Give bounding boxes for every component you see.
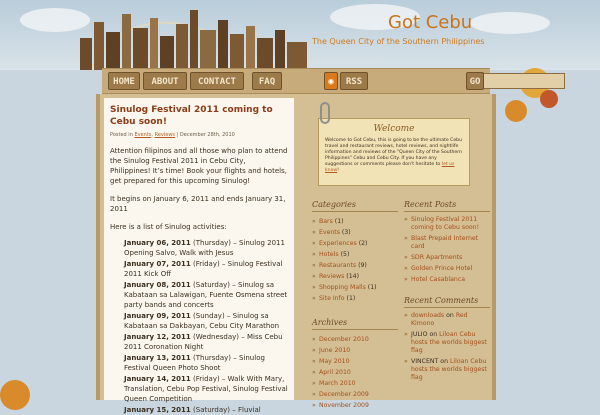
category-link[interactable]: Bars [319,218,333,225]
city-skyline-illustration [80,8,310,70]
post-meta [110,132,288,138]
category-link[interactable]: Events [319,229,340,236]
category-item [312,271,398,282]
recent-post-link[interactable]: » Blast Prepaid Internet card [404,235,490,251]
activity-date: January 08, 2011 [124,281,191,289]
archive-link[interactable]: December 2010 [319,336,369,343]
activity-date: January 09, 2011 [124,312,191,320]
activity-text: (Friday) – Sinulog Festival 2011 Kick Off [124,260,283,278]
activity-text: (Wednesday) – Miss Cebu 2011 Coronation Night [124,333,283,351]
recent-comment-item [404,312,490,328]
post-paragraph: It begins on January 6, 2011 and ends January 31, 2011 [110,195,286,213]
welcome-title: Welcome [373,124,415,134]
flower-decoration [505,100,527,122]
list-item [124,238,288,258]
recent-comment-item [404,331,490,355]
category-link-events[interactable]: Events [134,132,152,138]
sidebar-left [312,200,398,411]
comment-author[interactable]: downloads [411,312,445,319]
rss-icon[interactable]: ◉ [324,72,338,90]
activity-date: January 07, 2011 [124,260,191,268]
list-item [124,353,288,373]
category-count: (1) [365,284,377,291]
archive-item [312,334,398,345]
category-count: (9) [356,262,367,269]
comment-post-link[interactable]: Liloan Cebu hosts the worlds biggest flag [411,358,487,381]
activity-text: (Friday) – Walk With Mary, Translation, Cebu Pop Festival, Sinulog Festival Queen Competition [124,375,288,403]
post-paragraph: Attention filipinos and all those who plan to attend the Sinulog Festival 2011 in Cebu City, Philippines! It’s time! Book your flights and hotels, get prepared for this upcoming Sinulog! [110,147,288,185]
activity-date: January 13, 2011 [124,354,191,362]
categories-title: Categories [312,200,398,212]
category-link[interactable]: Experiences [319,240,357,247]
archive-item [312,378,398,389]
post-date: | December 28th, 2010 [176,132,235,138]
activity-list [110,238,288,415]
archive-item [312,345,398,356]
cloud-decoration [470,12,550,34]
post-meta-prefix: Posted in [110,132,133,138]
recent-post-link[interactable]: » SDR Apartments [404,254,490,262]
activity-text: (Thursday) – Sinulog Festival Queen Photo Shoot [124,354,265,372]
activity-text: (Saturday) – Sinulog sa Kabataan sa Lalawigan, Fuente Osmena street party bands and concerts [124,281,288,309]
flower-decoration [0,380,30,410]
activity-date: January 15, 2011 [124,406,191,414]
post-paragraph: Here is a list of Sinulog activities: [110,223,227,231]
archive-link[interactable]: May 2010 [319,358,350,365]
flower-decoration [540,90,558,108]
recent-post-link[interactable]: » Hotel Casablanca [404,276,490,284]
category-link-reviews[interactable]: Reviews [154,132,176,138]
archive-link[interactable]: November 2009 [319,402,369,409]
nav-contact[interactable]: CONTACT [190,72,244,90]
category-count: (5) [338,251,350,258]
archive-item [312,389,398,400]
welcome-text [325,138,463,174]
comment-on: on [444,312,456,319]
site-tagline: The Queen City of the Southern Philippines [312,37,485,46]
comment-on: on [427,331,440,338]
archive-item [312,356,398,367]
comment-on: on [438,358,450,365]
contact-link[interactable]: let us know [325,162,455,173]
category-link[interactable]: Restaurants [319,262,357,269]
post-title[interactable]: Sinulog Festival 2011 coming to Cebu soon! [110,105,273,127]
archive-link[interactable]: June 2010 [319,347,351,354]
category-link[interactable]: Site Info [319,295,345,302]
meta-separator: , [151,132,153,138]
nav-faq[interactable]: FAQ [252,72,282,90]
list-item [124,405,288,415]
category-link[interactable]: Hotels [319,251,339,258]
list-item [124,259,288,279]
category-count: (1) [332,218,344,225]
archive-link[interactable]: December 2009 [319,391,369,398]
recent-post-link[interactable]: » Sinulog Festival 2011 coming to Cebu soon! [404,216,490,232]
category-count: (3) [339,229,351,236]
category-item [312,260,398,271]
recent-post-link[interactable]: » Golden Prince Hotel [404,265,490,273]
welcome-box [318,118,470,186]
list-item [124,374,288,404]
welcome-body: Welcome to Got Cebu, this is going to be the ultimate Cebu travel and restaurant reviews, hotel reviews, and nightlife information and reviews of the "Queen City of the Southern Philippines" Cebu and Cebu City. If you have any suggestions or comments please don't hesitate to [325,138,462,167]
recent-posts-title: Recent Posts [404,200,490,212]
archive-link[interactable]: April 2010 [319,369,351,376]
site-title[interactable]: Got Cebu [388,12,473,33]
activity-text: (Thursday) – Sinulog 2011 Opening Salvo, Walk with Jesus [124,239,285,257]
main-navigation [102,68,490,94]
site-header [0,0,600,70]
category-item [312,282,398,293]
category-count: (1) [344,295,356,302]
recent-comments-title: Recent Comments [404,296,490,308]
activity-text: (Sunday) – Sinulog sa Kabataan sa Dakbayan, Cebu City Marathon [124,312,280,330]
archive-item [312,400,398,411]
category-item [312,216,398,227]
category-item [312,238,398,249]
category-link[interactable]: Shopping Malls [319,284,366,291]
comment-post-link[interactable]: Red Kimono [411,312,468,327]
recent-comment-item [404,358,490,382]
list-item [124,332,288,352]
activity-date: January 12, 2011 [124,333,191,341]
category-item [312,227,398,238]
category-count: (2) [356,240,368,247]
archive-item [312,367,398,378]
paperclip-icon [320,102,330,124]
welcome-end: ! [337,168,339,173]
comment-author: VINCENT [411,358,439,365]
activity-date: January 06, 2011 [124,239,191,247]
nav-about[interactable]: ABOUT [143,72,187,90]
comment-author: JULIO [411,331,428,338]
list-item [124,311,288,331]
archive-link[interactable]: March 2010 [319,380,356,387]
comment-post-link[interactable]: Liloan Cebu hosts the worlds biggest flag [411,331,487,354]
search-go-button[interactable]: GO [466,72,484,90]
category-count: (14) [344,273,359,280]
list-item [124,280,288,310]
category-item [312,249,398,260]
category-item [312,293,398,304]
category-link[interactable]: Reviews [319,273,345,280]
sidebar-right [404,200,490,385]
activity-text: (Saturday) – Fluvial [190,406,261,414]
archives-title: Archives [312,318,398,330]
main-content [104,98,294,414]
rss-link[interactable]: RSS [340,72,368,90]
nav-home[interactable]: HOME [108,72,140,90]
activity-date: January 14, 2011 [124,375,191,383]
